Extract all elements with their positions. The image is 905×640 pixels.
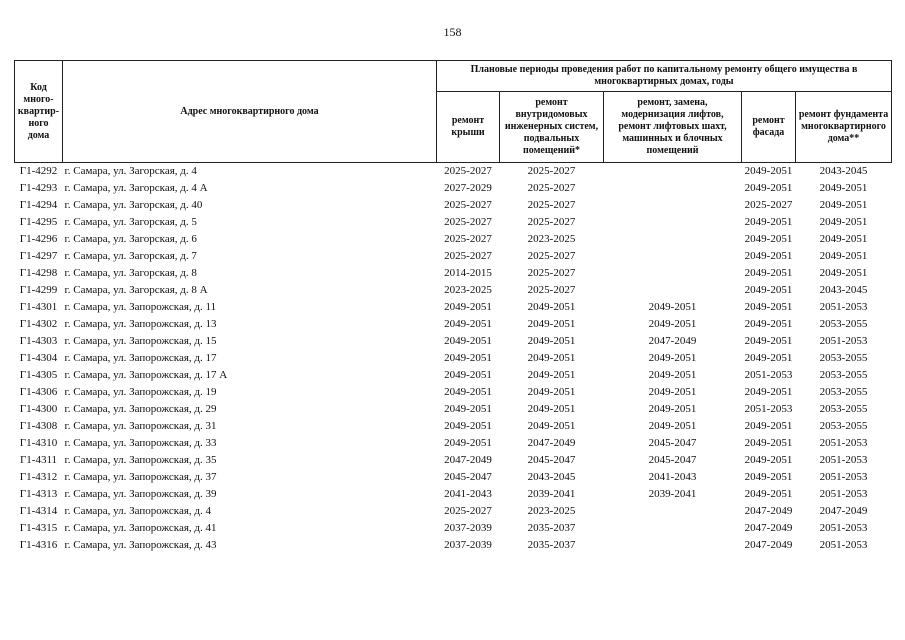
- table-row: [15, 486, 892, 503]
- cell-elevators: 2049-2051: [648, 420, 697, 432]
- cell-foundation: 2049-2051: [819, 250, 868, 262]
- cell-code: Г1-4292: [15, 163, 63, 181]
- table-row: [15, 265, 892, 282]
- cell-engineering: 2049-2051: [527, 386, 576, 398]
- cell-elevators: 2039-2041: [648, 488, 697, 500]
- cell-code: Г1-4296: [19, 233, 58, 245]
- cell-facade: 2049-2051: [744, 437, 793, 449]
- cell-engineering: 2025-2027: [527, 182, 576, 194]
- cell-code: Г1-4303: [19, 335, 58, 347]
- cell-address: г. Самара, ул. Запорожская, д. 17: [64, 352, 217, 364]
- cell-elevators: 2049-2051: [648, 369, 697, 381]
- cell-elevators: 2045-2047: [648, 454, 697, 466]
- cell-facade: 2049-2051: [744, 250, 793, 262]
- cell-code: Г1-4316: [19, 539, 58, 551]
- cell-roof: 2047-2049: [444, 454, 492, 466]
- cell-facade: 2051-2053: [744, 403, 793, 415]
- cell-elevators: 2049-2051: [648, 386, 697, 398]
- header-address: Адрес многоквартирного дома: [63, 61, 437, 163]
- cell-elevators: [604, 537, 742, 554]
- cell-facade: 2049-2051: [744, 182, 793, 194]
- cell-roof: 2025-2027: [444, 233, 492, 245]
- cell-address: г. Самара, ул. Загорская, д. 7: [64, 250, 197, 262]
- cell-engineering: 2049-2051: [527, 335, 576, 347]
- cell-engineering: 2049-2051: [527, 318, 576, 330]
- cell-elevators: [604, 248, 742, 265]
- cell-roof: 2049-2051: [444, 369, 492, 381]
- cell-code: Г1-4313: [19, 488, 58, 500]
- cell-code: Г1-4298: [19, 267, 58, 279]
- cell-elevators: [604, 214, 742, 231]
- cell-address: г. Самара, ул. Загорская, д. 5: [64, 216, 197, 228]
- header-foundation: ремонт фундамента многоквартирного дома**: [796, 92, 892, 163]
- cell-engineering: 2049-2051: [527, 420, 576, 432]
- table-row: [15, 333, 892, 350]
- cell-foundation: 2051-2053: [819, 335, 868, 347]
- cell-roof: 2014-2015: [444, 267, 492, 279]
- cell-foundation: 2049-2051: [819, 182, 868, 194]
- cell-address: г. Самара, ул. Запорожская, д. 17 А: [64, 369, 228, 381]
- cell-elevators: [604, 282, 742, 299]
- cell-elevators: [604, 503, 742, 520]
- cell-code: Г1-4315: [19, 522, 58, 534]
- cell-address: г. Самара, ул. Загорская, д. 4: [63, 163, 437, 181]
- cell-foundation: 2049-2051: [819, 199, 868, 211]
- cell-foundation: 2053-2055: [819, 352, 868, 364]
- table-body: [15, 163, 892, 555]
- cell-elevators: 2041-2043: [648, 471, 697, 483]
- page-number: 158: [443, 25, 462, 39]
- cell-address: г. Самара, ул. Запорожская, д. 4: [64, 505, 212, 517]
- cell-facade: 2049-2051: [744, 301, 793, 313]
- cell-roof: 2041-2043: [444, 488, 492, 500]
- cell-facade: 2049-2051: [744, 352, 793, 364]
- table-row: [15, 452, 892, 469]
- cell-roof: 2049-2051: [444, 403, 492, 415]
- cell-foundation: 2053-2055: [819, 403, 868, 415]
- cell-address: г. Самара, ул. Запорожская, д. 11: [64, 301, 217, 313]
- table-row: [15, 282, 892, 299]
- cell-facade: 2047-2049: [744, 505, 793, 517]
- cell-roof: 2025-2027: [444, 250, 492, 262]
- cell-code: Г1-4304: [19, 352, 58, 364]
- cell-elevators: [604, 520, 742, 537]
- table-row: [15, 350, 892, 367]
- cell-code: Г1-4308: [19, 420, 58, 432]
- cell-code: Г1-4301: [19, 301, 58, 313]
- cell-foundation: 2051-2053: [819, 471, 868, 483]
- cell-foundation: 2053-2055: [819, 386, 868, 398]
- cell-facade: 2049-2051: [742, 163, 796, 181]
- cell-facade: 2049-2051: [744, 233, 793, 245]
- cell-foundation: 2043-2045: [819, 284, 868, 296]
- cell-foundation: 2053-2055: [819, 369, 868, 381]
- cell-elevators: 2045-2047: [648, 437, 697, 449]
- table-row: [15, 401, 892, 418]
- cell-code: Г1-4311: [19, 454, 58, 466]
- cell-elevators: [604, 180, 742, 197]
- cell-engineering: 2023-2025: [527, 233, 576, 245]
- cell-elevators: 2049-2051: [648, 403, 697, 415]
- cell-engineering: 2025-2027: [527, 199, 576, 211]
- cell-facade: 2049-2051: [744, 471, 793, 483]
- cell-facade: 2049-2051: [744, 267, 793, 279]
- cell-elevators: 2049-2051: [648, 318, 697, 330]
- cell-engineering: 2043-2045: [527, 471, 576, 483]
- table-row: [15, 316, 892, 333]
- cell-facade: 2047-2049: [744, 522, 793, 534]
- cell-foundation: 2051-2053: [819, 539, 868, 551]
- cell-address: г. Самара, ул. Запорожская, д. 31: [64, 420, 217, 432]
- cell-roof: 2049-2051: [444, 437, 492, 449]
- cell-roof: 2023-2025: [444, 284, 492, 296]
- table-row: [15, 469, 892, 486]
- cell-code: Г1-4302: [19, 318, 58, 330]
- cell-facade: 2049-2051: [744, 454, 793, 466]
- cell-roof: 2049-2051: [444, 318, 492, 330]
- cell-roof: 2025-2027: [444, 505, 492, 517]
- cell-roof: 2037-2039: [444, 539, 492, 551]
- cell-facade: 2049-2051: [744, 216, 793, 228]
- cell-foundation: 2051-2053: [819, 522, 868, 534]
- cell-address: г. Самара, ул. Запорожская, д. 19: [64, 386, 217, 398]
- table-row: [15, 248, 892, 265]
- cell-code: Г1-4294: [19, 199, 58, 211]
- header-code: Код много-квартир-ного дома: [15, 61, 63, 163]
- cell-facade: 2051-2053: [744, 369, 793, 381]
- table-row: [15, 180, 892, 197]
- cell-roof: 2045-2047: [444, 471, 492, 483]
- cell-facade: 2049-2051: [744, 335, 793, 347]
- cell-code: Г1-4297: [19, 250, 58, 262]
- cell-elevators: [604, 197, 742, 214]
- cell-elevators: [604, 231, 742, 248]
- cell-code: Г1-4310: [19, 437, 58, 449]
- header-planned-periods: Плановые периоды проведения работ по капитальному ремонту общего имущества в многоквартирных домах, годы: [437, 61, 892, 92]
- cell-address: г. Самара, ул. Загорская, д. 6: [64, 233, 197, 245]
- cell-facade: 2049-2051: [744, 488, 793, 500]
- table-row: [15, 197, 892, 214]
- cell-facade: 2049-2051: [744, 284, 793, 296]
- cell-facade: 2049-2051: [744, 318, 793, 330]
- capital-repair-table: [14, 60, 892, 554]
- cell-address: г. Самара, ул. Запорожская, д. 43: [64, 539, 217, 551]
- table-row: [15, 299, 892, 316]
- cell-foundation: 2051-2053: [819, 437, 868, 449]
- cell-engineering: 2025-2027: [527, 216, 576, 228]
- cell-engineering: 2049-2051: [527, 369, 576, 381]
- cell-facade: 2047-2049: [744, 539, 793, 551]
- table-row: [15, 503, 892, 520]
- cell-roof: 2037-2039: [444, 522, 492, 534]
- cell-foundation: 2053-2055: [819, 318, 868, 330]
- header-facade: ремонт фасада: [742, 92, 796, 163]
- table-row: [15, 418, 892, 435]
- cell-address: г. Самара, ул. Загорская, д. 8: [64, 267, 197, 279]
- cell-address: г. Самара, ул. Запорожская, д. 13: [64, 318, 217, 330]
- cell-engineering: 2025-2027: [527, 250, 576, 262]
- cell-foundation: 2053-2055: [819, 420, 868, 432]
- cell-address: г. Самара, ул. Загорская, д. 40: [64, 199, 203, 211]
- cell-foundation: 2051-2053: [819, 488, 868, 500]
- cell-engineering: 2047-2049: [527, 437, 576, 449]
- cell-facade: 2025-2027: [744, 199, 793, 211]
- cell-elevators: [604, 163, 742, 181]
- cell-roof: 2025-2027: [444, 216, 492, 228]
- table-row: [15, 384, 892, 401]
- cell-address: г. Самара, ул. Запорожская, д. 37: [64, 471, 217, 483]
- cell-code: Г1-4299: [19, 284, 58, 296]
- cell-foundation: 2051-2053: [819, 301, 868, 313]
- cell-code: Г1-4312: [19, 471, 58, 483]
- cell-elevators: 2049-2051: [648, 301, 697, 313]
- cell-code: Г1-4293: [19, 182, 58, 194]
- cell-roof: 2049-2051: [444, 352, 492, 364]
- cell-foundation: 2043-2045: [796, 163, 892, 181]
- header-roof: ремонт крыши: [437, 92, 500, 163]
- table-row: [15, 435, 892, 452]
- cell-engineering: 2025-2027: [527, 267, 576, 279]
- cell-address: г. Самара, ул. Загорская, д. 8 А: [64, 284, 208, 296]
- cell-elevators: 2047-2049: [648, 335, 697, 347]
- cell-engineering: 2035-2037: [527, 539, 576, 551]
- cell-foundation: 2049-2051: [819, 233, 868, 245]
- cell-roof: 2049-2051: [444, 420, 492, 432]
- table-row: [15, 231, 892, 248]
- table-header: [15, 61, 892, 163]
- cell-foundation: 2051-2053: [819, 454, 868, 466]
- cell-elevators: 2049-2051: [648, 352, 697, 364]
- cell-code: Г1-4305: [19, 369, 58, 381]
- cell-roof: 2049-2051: [444, 301, 492, 313]
- table-row: [15, 163, 892, 181]
- cell-engineering: 2039-2041: [527, 488, 576, 500]
- cell-code: Г1-4314: [19, 505, 58, 517]
- cell-roof: 2049-2051: [444, 386, 492, 398]
- cell-engineering: 2049-2051: [527, 403, 576, 415]
- cell-engineering: 2049-2051: [527, 301, 576, 313]
- cell-foundation: 2049-2051: [819, 267, 868, 279]
- cell-roof: 2027-2029: [444, 182, 492, 194]
- cell-engineering: 2045-2047: [527, 454, 576, 466]
- cell-roof: 2025-2027: [444, 199, 492, 211]
- cell-elevators: [604, 265, 742, 282]
- cell-foundation: 2049-2051: [819, 216, 868, 228]
- cell-address: г. Самара, ул. Запорожская, д. 39: [64, 488, 217, 500]
- cell-foundation: 2047-2049: [819, 505, 868, 517]
- cell-code: Г1-4295: [19, 216, 58, 228]
- cell-address: г. Самара, ул. Запорожская, д. 15: [64, 335, 217, 347]
- table-row: [15, 214, 892, 231]
- cell-roof: 2025-2027: [437, 163, 500, 181]
- table-row: [15, 367, 892, 384]
- header-engineering: ремонт внутридомовых инженерных систем, подвальных помещений*: [500, 92, 604, 163]
- table-row: [15, 520, 892, 537]
- cell-address: г. Самара, ул. Загорская, д. 4 А: [64, 182, 208, 194]
- cell-facade: 2049-2051: [744, 386, 793, 398]
- cell-engineering: 2025-2027: [527, 284, 576, 296]
- cell-code: Г1-4300: [19, 403, 58, 415]
- cell-address: г. Самара, ул. Запорожская, д. 35: [64, 454, 217, 466]
- table-row: [15, 537, 892, 554]
- cell-code: Г1-4306: [19, 386, 58, 398]
- cell-address: г. Самара, ул. Запорожская, д. 41: [64, 522, 217, 534]
- cell-engineering: 2023-2025: [527, 505, 576, 517]
- cell-address: г. Самара, ул. Запорожская, д. 29: [64, 403, 217, 415]
- cell-roof: 2049-2051: [444, 335, 492, 347]
- cell-engineering: 2035-2037: [527, 522, 576, 534]
- cell-facade: 2049-2051: [744, 420, 793, 432]
- cell-engineering: 2025-2027: [500, 163, 604, 181]
- cell-address: г. Самара, ул. Запорожская, д. 33: [64, 437, 217, 449]
- cell-engineering: 2049-2051: [527, 352, 576, 364]
- header-elevators: ремонт, замена, модернизация лифтов, ремонт лифтовых шахт, машинных и блочных помещений: [604, 92, 742, 163]
